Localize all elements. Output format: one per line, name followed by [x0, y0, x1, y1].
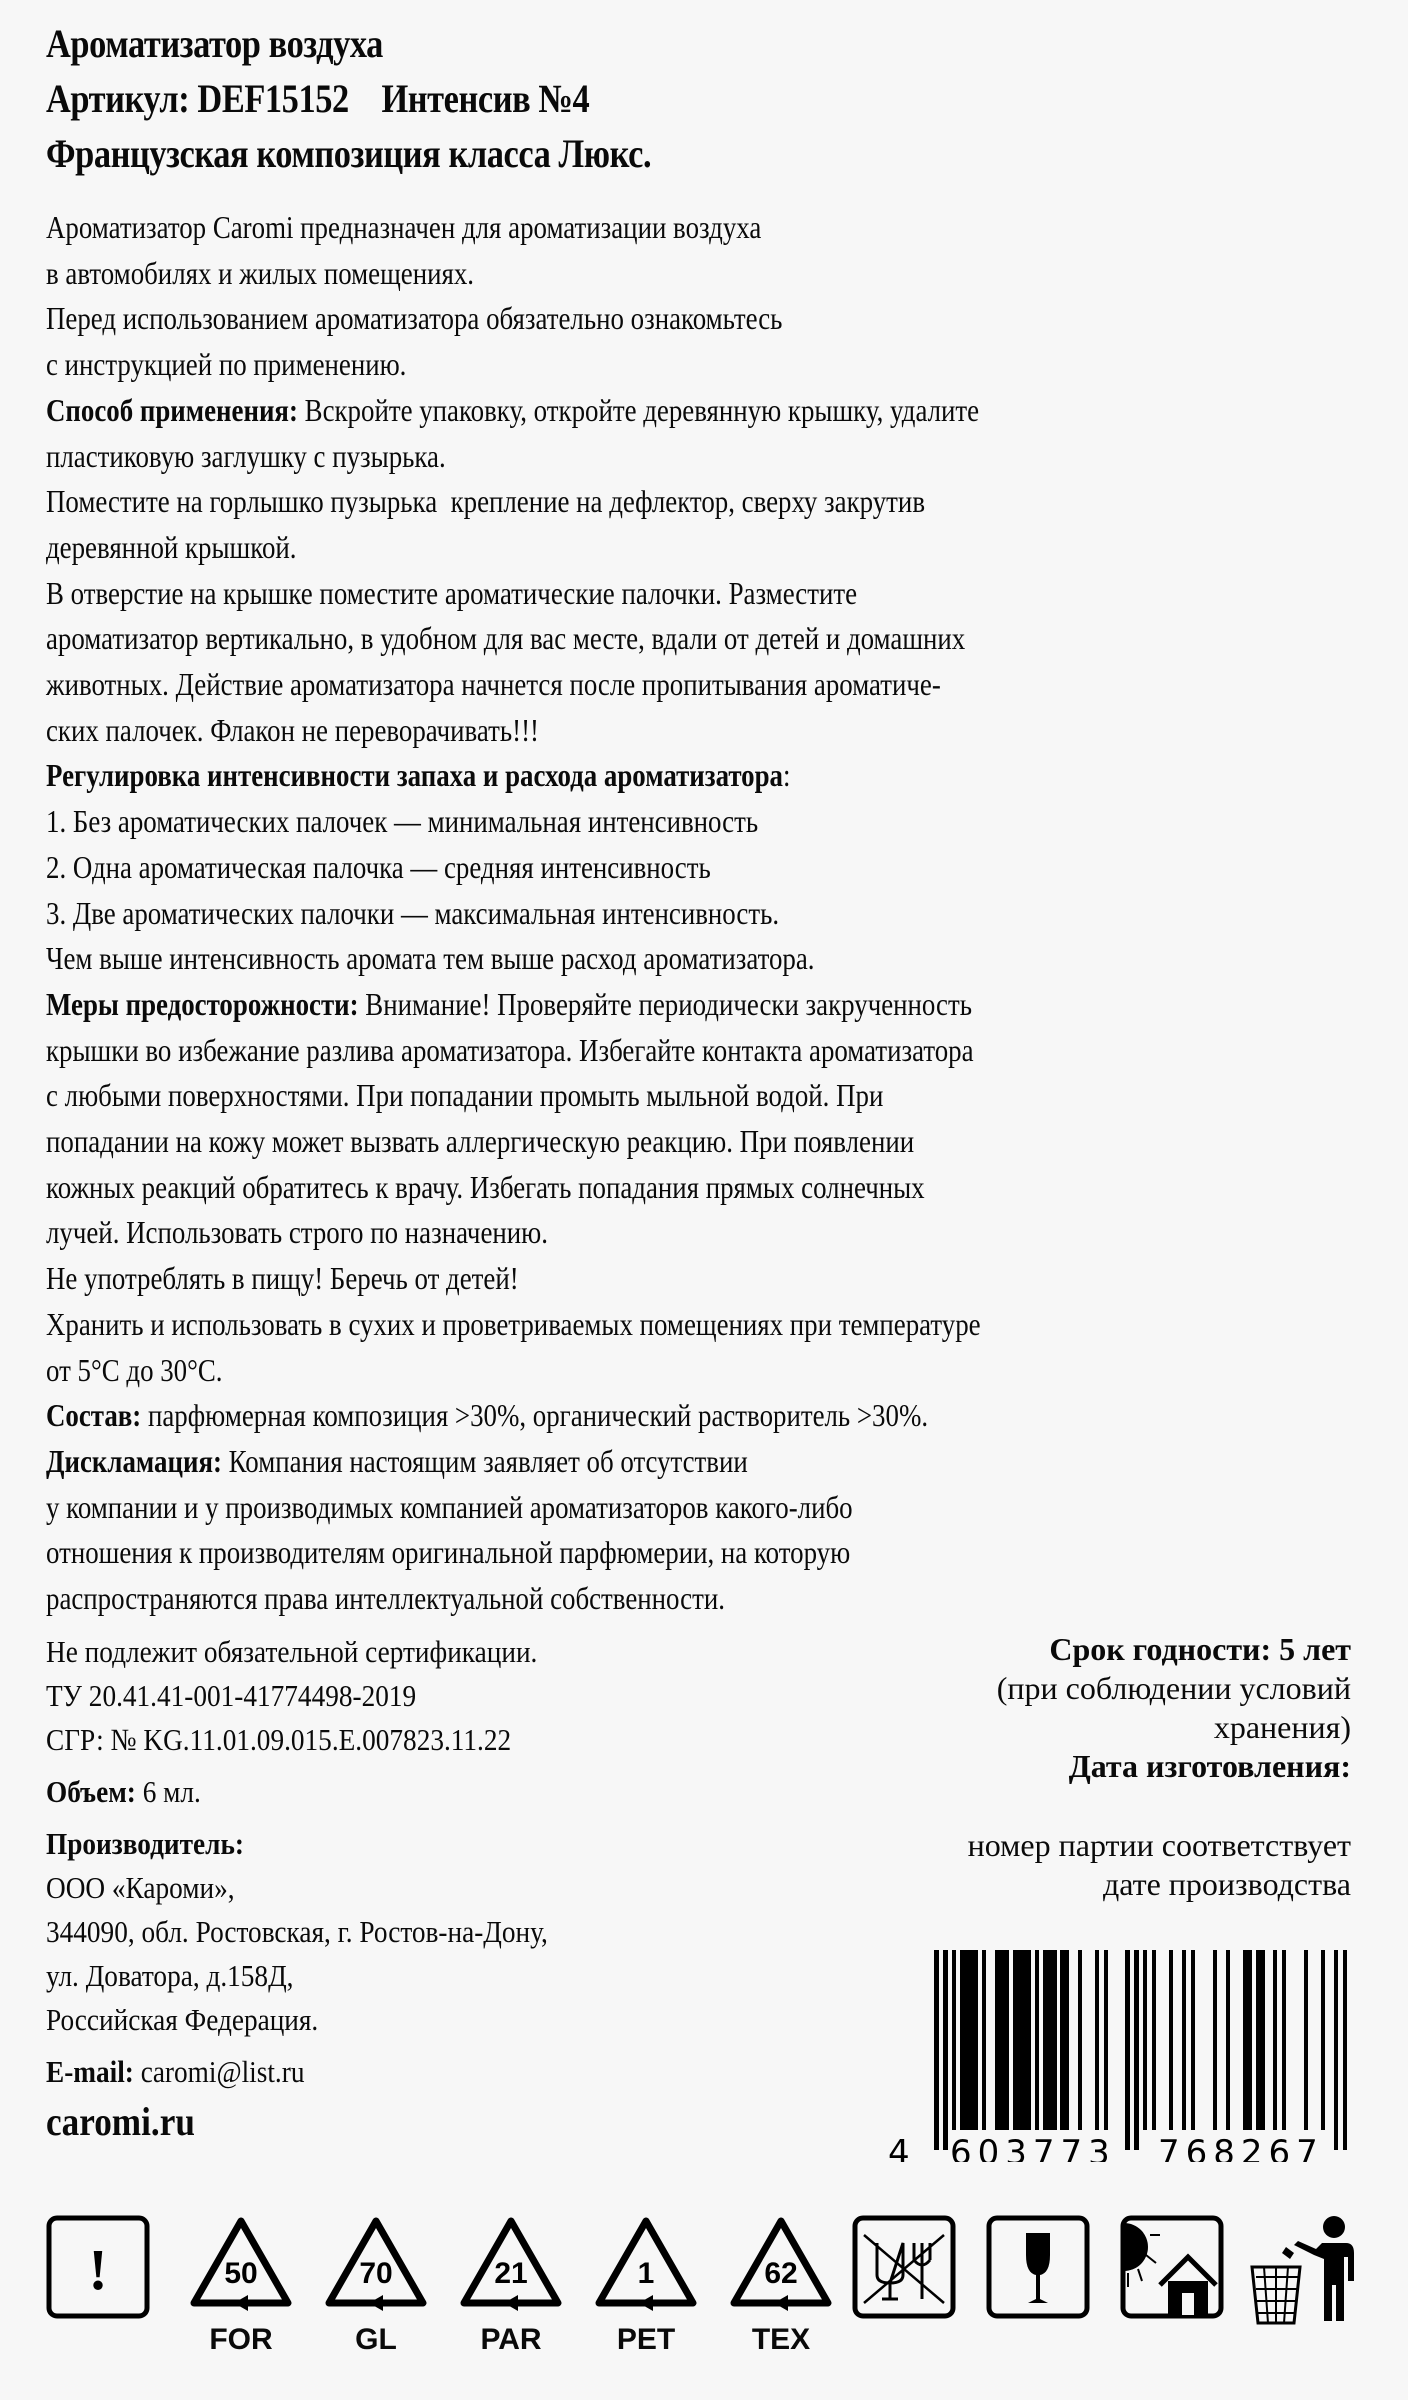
intro-line: Ароматизатор Caromi предназначен для ароматизации воздуха: [46, 209, 762, 245]
composition-section: Состав: парфюмерная композиция >30%, органический растворитель >30%.: [46, 1397, 929, 1434]
svg-text:21: 21: [494, 2257, 528, 2290]
storage-condition: хранения): [1213, 1709, 1351, 1745]
shelf-life-info: [968, 1630, 1351, 1904]
intensity-item: 1. Без ароматических палочек — минимальная интенсивность: [46, 803, 759, 840]
composition-label: Состав:: [46, 1397, 142, 1434]
barcode-bars: [882, 1932, 1382, 2162]
article-number: Артикул: DEF15152 Интенсив №4: [46, 76, 590, 121]
svg-text:50: 50: [224, 2257, 258, 2290]
disclaimer-label: Дискламация:: [46, 1442, 222, 1479]
intensity-item: 2. Одна ароматическая палочка — средняя интенсивность: [46, 848, 711, 885]
batch-note: номер партии соответствует: [967, 1827, 1351, 1863]
svg-text:70: 70: [359, 2257, 393, 2290]
manufacturer-line: 344090, обл. Ростовская, г. Ростов-на-Дону,: [46, 1914, 548, 1949]
svg-text:!: !: [88, 2237, 108, 2302]
intensity-section: Регулировка интенсивности запаха и расхода ароматизатора:: [46, 757, 791, 794]
disclaimer-section: Дискламация: Компания настоящим заявляет об отсутствии: [46, 1442, 748, 1479]
precautions-label: Меры предосторожности:: [46, 985, 359, 1022]
product-title: Ароматизатор воздуха: [46, 21, 383, 66]
precautions-section: Меры предосторожности: Внимание! Проверяйте периодически закрученность: [46, 985, 972, 1022]
email: E-mail: caromi@list.ru: [46, 2054, 305, 2089]
symbols-row: [46, 2215, 1366, 2365]
product-subtitle: Французская композиция класса Люкс.: [46, 131, 652, 176]
fragile-glass-icon: [986, 2215, 1090, 2326]
intro-line: в автомобилях и жилых помещениях.: [46, 254, 475, 291]
keep-from-sunlight-icon: [1120, 2215, 1224, 2326]
svg-text:1: 1: [637, 2257, 655, 2290]
manufacturer-line: ООО «Кароми»,: [46, 1870, 235, 1905]
recycling-icon-tex: 62 TEX: [726, 2215, 836, 2324]
intensity-item: 3. Две ароматических палочки — максимальная интенсивность.: [46, 894, 780, 931]
volume: Объем: 6 мл.: [46, 1774, 201, 1809]
tu-number: ТУ 20.41.41-001-41774498-2019: [46, 1678, 417, 1713]
intro-line: с инструкцией по применению.: [46, 346, 407, 383]
instructions-body: Ароматизатор Caromi предназначен для ароматизации воздуха в автомобилях и жилых помещениях. Перед использованием ароматизатора обязательно ознакомьтесь с инструкцией по применению. Способ применения: Вскройте упаковку, откройте деревянную крышку, удалите пластиковую заглушку с пузырька. Поместите на горлышко пузырька крепление на дефлектор, сверху закрутив деревянной крышкой. В отверстие на крышке поместите ароматические палочки. Разместите ароматизатор вертикально, в удобном для вас месте, вдали от детей и домашних животных. Действие ароматизатора начнется после пропитывания ароматиче- ских палочек. Флакон не переворачивать!!! Регулировка интенсивности запаха и расхода ароматизатора: 1. Без ароматических палочек — минимальная интенсивность 2. Одна ароматическая палочка — средняя интенсивность 3. Две ароматических палочки — максимальная интенсивность. Чем выше интенсивность аромата тем выше расход ароматизатора. Меры предосторожности: Внимание! Проверяйте периодически закрученность крышки во избежание разлива ароматизатора. Избегайте контакта ароматизатора с любыми поверхностями. При попадании промыть мыльной водой. При попадании на кожу может вызвать аллергическую реакцию. При появлении кожных реакций обратитесь к врачу. Избегать попадания прямых солнечных лучей. Использовать строго по назначению. Не употреблять в пищу! Беречь от детей! Хранить и использовать в сухих и проветриваемых помещениях при температуре от 5°C до 30°C. Состав: парфюмерная композиция >30%, органический растворитель >30%. Дискламация: Компания настоящим заявляет об отсутствии у компании и у производимых компанией ароматизаторов какого-либо отношения к производителям оригинальной парфюмерии, на которую распространяются права интеллектуальной собственности.: [46, 205, 1205, 1622]
usage-label: Способ применения:: [46, 391, 298, 428]
recycling-icon-par: 21 PAR: [456, 2215, 566, 2324]
recycling-icon-gl: 70 GL: [321, 2215, 431, 2324]
not-food-contact-icon: [852, 2215, 956, 2326]
manufacturer-line: Российская Федерация.: [46, 2002, 319, 2037]
manufacture-date-label: Дата изготовления:: [1068, 1748, 1351, 1784]
recycling-icon-pet: 1 PET: [591, 2215, 701, 2324]
shelf-life: Срок годности: 5 лет: [1049, 1631, 1351, 1667]
barcode-right-digits: 768267: [1158, 2133, 1324, 2162]
website: caromi.ru: [46, 2099, 195, 2144]
batch-note: дате производства: [1102, 1866, 1351, 1902]
recycling-icon-for: 50 FOR: [186, 2215, 296, 2324]
svg-text:62: 62: [764, 2257, 798, 2290]
usage-section: Способ применения: Вскройте упаковку, откройте деревянную крышку, удалите: [46, 391, 980, 428]
manufacturer-line: ул. Доватора, д.158Д,: [46, 1958, 294, 1993]
intro-line: Перед использованием ароматизатора обязательно ознакомьтесь: [46, 300, 783, 337]
intensity-label: Регулировка интенсивности запаха и расхода ароматизатора: [46, 757, 783, 794]
dispose-in-bin-icon: [1250, 2215, 1370, 2330]
regulatory-info: [46, 1630, 548, 2144]
barcode-first-digit: 4: [888, 2133, 910, 2162]
manufacturer-label: Производитель:: [46, 1826, 244, 1861]
certification-note: Не подлежит обязательной сертификации.: [46, 1634, 538, 1669]
ean13-barcode: [882, 1932, 1382, 2162]
storage-condition: (при соблюдении условий: [996, 1670, 1351, 1706]
warning-icon: [46, 2215, 150, 2324]
barcode-left-digits: 603773: [950, 2133, 1116, 2162]
sgr-number: СГР: № KG.11.01.09.015.E.007823.11.22: [46, 1722, 512, 1757]
